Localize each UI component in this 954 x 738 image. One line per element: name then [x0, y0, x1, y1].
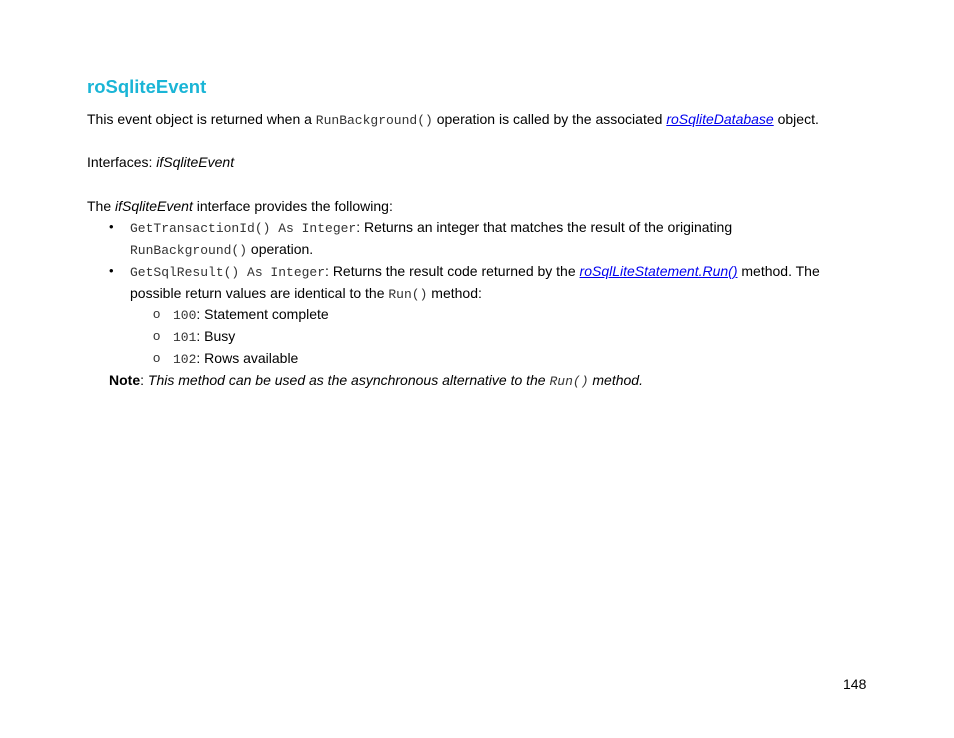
provides-after: interface provides the following:	[192, 198, 393, 214]
method-getsqlresult	[130, 262, 820, 282]
provides-before: The	[87, 198, 116, 214]
method-description: : Returns an integer that matches the result of the originating	[356, 219, 733, 235]
method-description: : Returns the result code returned by the	[325, 263, 580, 279]
method-signature: GetTransactionId() As Integer	[130, 221, 357, 236]
rosqlitedatabase-link[interactable]: roSqliteDatabase	[666, 111, 774, 127]
sub-bullet-marker: o	[153, 306, 161, 321]
method-code-run: Run()	[388, 287, 428, 302]
intro-text-after: object.	[773, 111, 819, 127]
provides-iface: ifSqliteEvent	[115, 198, 193, 214]
bullet-marker: •	[109, 263, 114, 278]
provides-line	[87, 197, 393, 215]
method-getsqlresult-line2	[130, 284, 482, 304]
interfaces-label: Interfaces:	[87, 154, 157, 170]
return-description: : Rows available	[196, 350, 299, 366]
rosqllitestatement-run-link[interactable]: roSqlLiteStatement.Run()	[579, 263, 738, 279]
return-code: 102	[173, 352, 197, 367]
method-description-after: method. The	[737, 263, 820, 279]
return-value-item	[173, 349, 298, 369]
note-paragraph	[109, 371, 643, 391]
interfaces-value: ifSqliteEvent	[156, 154, 235, 170]
note-separator: :	[140, 372, 148, 388]
note-label: Note	[109, 372, 141, 388]
method-signature: GetSqlResult() As Integer	[130, 265, 326, 280]
return-value-item	[173, 327, 235, 347]
method-description-cont: possible return values are identical to the	[130, 285, 389, 301]
return-code: 101	[173, 330, 197, 345]
method-description-cont: operation.	[247, 241, 314, 257]
page-number: 148	[843, 676, 867, 692]
method-gettransactionid-line2	[130, 240, 313, 260]
sub-bullet-marker: o	[153, 350, 161, 365]
return-description: : Busy	[196, 328, 236, 344]
interfaces-line	[87, 153, 234, 171]
section-heading: roSqliteEvent	[87, 76, 207, 97]
intro-code-runbackground: RunBackground()	[315, 113, 433, 128]
sub-bullet-marker: o	[153, 328, 161, 343]
intro-text-middle: operation is called by the associated	[432, 111, 667, 127]
return-code: 100	[173, 308, 197, 323]
method-description-end: method:	[427, 285, 482, 301]
intro-paragraph	[87, 110, 819, 130]
note-text-after: method.	[588, 372, 643, 388]
note-text: This method can be used as the asynchronous alternative to the	[147, 372, 550, 388]
return-value-item	[173, 305, 329, 325]
intro-text-before: This event object is returned when a	[87, 111, 316, 127]
method-code-runbackground: RunBackground()	[130, 243, 248, 258]
bullet-marker: •	[109, 219, 114, 234]
method-gettransactionid	[130, 218, 732, 238]
note-code-run: Run()	[549, 374, 589, 389]
return-description: : Statement complete	[196, 306, 329, 322]
